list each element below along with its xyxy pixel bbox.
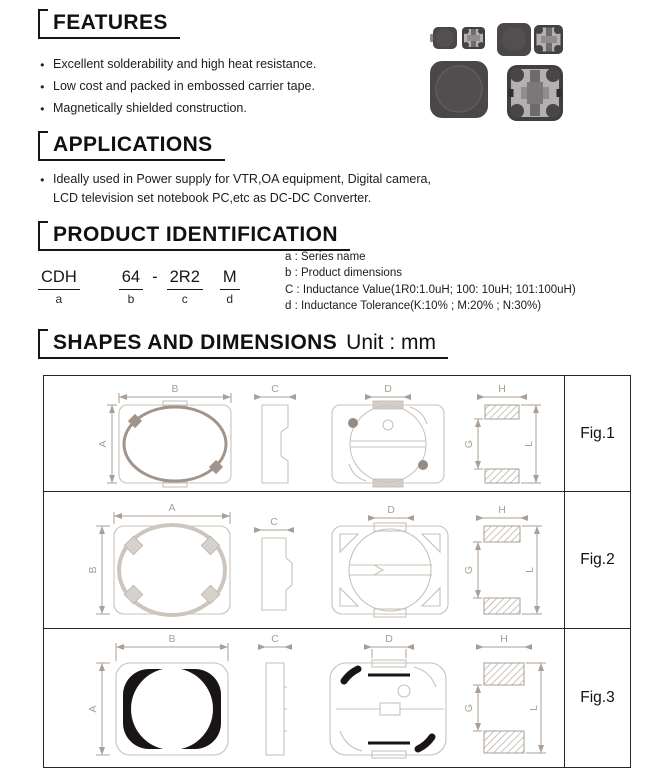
fig2-top-view <box>87 502 230 615</box>
feature-item <box>40 54 316 76</box>
fig3-land-pattern <box>463 633 546 753</box>
fig2-bottom-view <box>332 504 448 617</box>
features-section-header <box>38 9 180 39</box>
part-code-dimensions-key: b <box>127 292 135 306</box>
fig1-dim-pad-label: D <box>384 383 392 395</box>
feature-text: Magnetically shielded construction. <box>53 101 247 115</box>
fig3-drawings-cell <box>44 629 564 767</box>
bullet-icon <box>40 76 53 98</box>
fig1-drawings-cell <box>44 376 564 491</box>
inductor-medium-bottom-view-photo <box>534 25 563 54</box>
product-identification-section-header <box>38 221 350 251</box>
bullet-icon <box>40 98 53 120</box>
inductor-small-bottom-view-photo <box>462 27 485 49</box>
fig3-side-view <box>258 633 292 755</box>
feature-text: Excellent solderability and high heat resistance. <box>53 57 317 71</box>
features-title: FEATURES <box>53 11 168 34</box>
fig1-bottom-view <box>332 383 444 487</box>
part-code-legend <box>285 249 576 315</box>
fig2-dim-height-label: B <box>87 566 99 574</box>
fig2-dim-thickness-label: C <box>270 516 278 528</box>
fig2-dim-pad-label: D <box>387 504 395 516</box>
fig3-dim-thickness-label: C <box>271 633 279 645</box>
legend-line: a : Series name <box>285 251 366 263</box>
fig1-dim-thickness-label: C <box>271 383 279 395</box>
legend-line: C : Inductance Value(1R0:1.0uH; 100: 10uH; 101:100uH) <box>285 283 576 296</box>
part-code-series-key: a <box>55 292 63 306</box>
inductor-large-top-view-photo <box>430 61 488 118</box>
fig2-side-view <box>254 516 294 610</box>
part-code-inductance-key: c <box>181 292 188 306</box>
fig1-dim-width-label: B <box>171 383 179 395</box>
fig3-dim-land-length-label: L <box>528 705 540 711</box>
table-row-fig1 <box>44 376 630 491</box>
part-code-tolerance-key: d <box>226 292 234 306</box>
fig3-dim-land-width-label: H <box>500 633 508 645</box>
fig3-bottom-view <box>330 633 446 758</box>
legend-line: b : Product dimensions <box>285 267 402 280</box>
part-number-breakdown <box>38 268 240 306</box>
part-code-series-value: CDH <box>38 268 80 290</box>
product-identification-title: PRODUCT IDENTIFICATION <box>53 223 338 246</box>
fig3-dim-pad-label: D <box>385 633 393 645</box>
part-code-inductance <box>167 268 203 306</box>
bullet-icon <box>40 171 53 190</box>
feature-item <box>40 98 316 120</box>
fig1-top-view <box>97 383 231 487</box>
part-code-tolerance-value: M <box>220 268 240 290</box>
fig1-label: Fig.1 <box>580 424 615 442</box>
fig1-dim-land-width-label: H <box>498 383 506 395</box>
fig2-drawings-cell <box>44 492 564 628</box>
fig1-dim-land-gap-label: G <box>463 439 475 449</box>
fig2-label-cell <box>564 492 630 628</box>
feature-item <box>40 76 316 98</box>
feature-text: Low cost and packed in embossed carrier tape. <box>53 79 315 93</box>
fig2-dim-width-label: A <box>168 502 176 514</box>
fig1-dim-height-label: A <box>97 440 109 448</box>
part-code-dimensions <box>119 268 143 306</box>
part-code-inductance-value: 2R2 <box>167 268 203 290</box>
inductor-small-top-view-photo <box>430 26 458 50</box>
fig2-label: Fig.2 <box>580 551 615 568</box>
applications-section-header <box>38 131 225 161</box>
shapes-section-header <box>38 329 448 359</box>
part-code-tolerance <box>220 268 240 306</box>
fig2-land-pattern <box>463 504 542 614</box>
fig3-dim-land-gap-label: G <box>463 703 475 713</box>
application-text-line1: Ideally used in Power supply for VTR,OA equipment, Digital camera, <box>53 172 431 186</box>
fig3-dim-height-label: A <box>87 705 99 713</box>
legend-line: d : Inductance Tolerance(K:10% ; M:20% ; N:30%) <box>285 300 542 313</box>
applications-list <box>40 171 431 206</box>
application-item <box>40 171 431 190</box>
part-code-separator: - <box>152 268 158 286</box>
table-row-fig2 <box>44 491 630 628</box>
shapes-title: SHAPES AND DIMENSIONS <box>53 331 338 354</box>
dimensions-table <box>43 375 631 768</box>
fig3-drawing <box>44 629 564 767</box>
features-list <box>40 54 316 120</box>
part-code-dimensions-value: 64 <box>119 268 143 290</box>
fig2-dim-land-length-label: L <box>524 567 536 573</box>
table-row-fig3 <box>44 628 630 767</box>
fig3-label-cell <box>564 629 630 767</box>
fig3-dim-width-label: B <box>168 633 176 645</box>
bullet-icon <box>40 54 53 76</box>
fig1-land-pattern <box>463 383 541 483</box>
fig1-drawing <box>44 376 564 491</box>
unit-label: Unit : mm <box>346 331 437 354</box>
fig1-dim-land-length-label: L <box>523 441 535 447</box>
part-code-series <box>38 268 80 306</box>
inductor-large-bottom-view-photo <box>507 65 563 121</box>
fig3-label: Fig.3 <box>580 689 615 706</box>
fig3-top-view <box>87 633 228 755</box>
fig1-label-cell <box>564 376 630 491</box>
inductor-medium-top-view-photo <box>497 23 531 56</box>
application-text-line2: LCD television set notebook PC,etc as DC-DC Converter. <box>53 190 372 205</box>
fig2-drawing <box>44 492 564 628</box>
fig1-side-view <box>254 383 296 483</box>
fig2-dim-land-width-label: H <box>498 504 506 516</box>
applications-title: APPLICATIONS <box>53 133 213 156</box>
fig2-dim-land-gap-label: G <box>463 565 475 575</box>
